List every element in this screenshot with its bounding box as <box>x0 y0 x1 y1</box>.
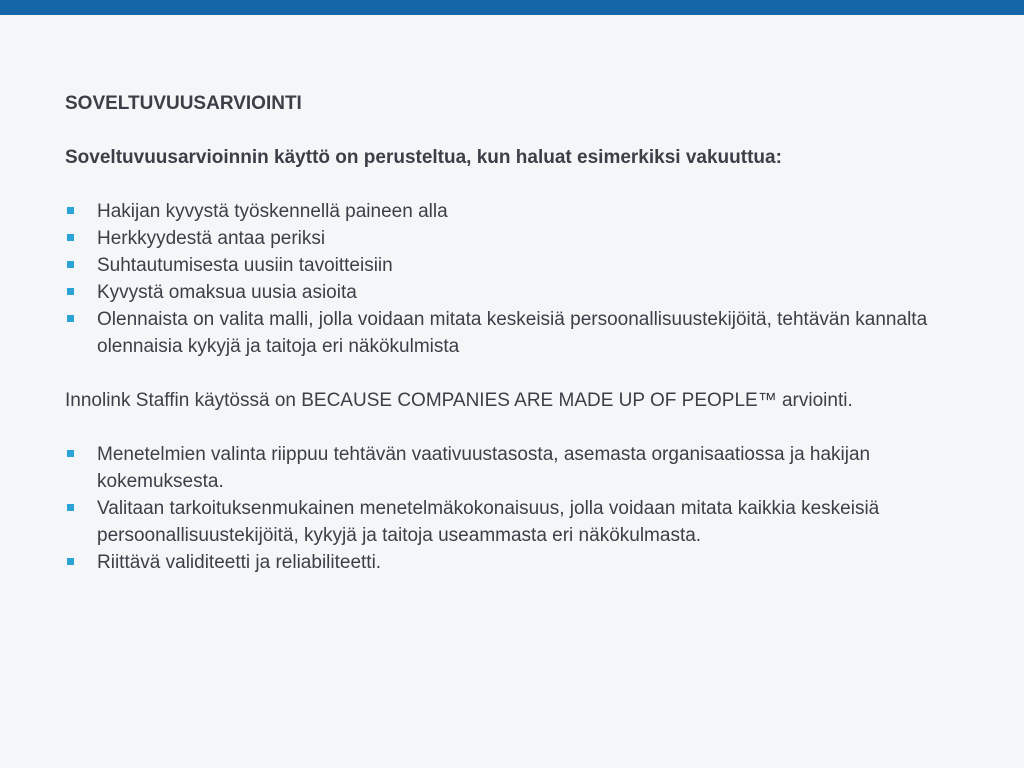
slide-content <box>65 90 985 576</box>
list-item <box>65 198 985 225</box>
square-bullet-icon <box>67 261 74 268</box>
slide-heading: SOVELTUVUUSARVIOINTI <box>65 93 302 114</box>
list-item-text: Riittävä validiteetti ja reliabiliteetti. <box>97 552 382 573</box>
list-item <box>65 252 985 279</box>
innolink-paragraph: Innolink Staffin käytössä on BECAUSE COMPANIES ARE MADE UP OF PEOPLE™ arviointi. <box>65 390 853 411</box>
bullet-list-2 <box>65 441 985 576</box>
square-bullet-icon <box>67 450 74 457</box>
list-item-text: Olennaista on valita malli, jolla voidaan mitata keskeisiä persoonallisuustekijöitä, tehtävän kannalta olennaisia kykyjä ja taitoja eri näkökulmista <box>97 309 928 357</box>
list-item-text: Hakijan kyvystä työskennellä paineen alla <box>97 201 448 222</box>
list-item-text: Menetelmien valinta riippuu tehtävän vaativuustasosta, asemasta organisaatiossa ja hakijan kokemuksesta. <box>97 444 871 492</box>
list-item <box>65 495 985 549</box>
slide-subheading: Soveltuvuusarvioinnin käyttö on perusteltua, kun haluat esimerkiksi vakuuttua: <box>65 147 782 168</box>
list-item-text: Kyvystä omaksua uusia asioita <box>97 282 357 303</box>
square-bullet-icon <box>67 315 74 322</box>
list-item <box>65 441 985 495</box>
list-item-text: Suhtautumisesta uusiin tavoitteisiin <box>97 255 393 276</box>
list-item-text: Herkkyydestä antaa periksi <box>97 228 326 249</box>
list-item <box>65 549 985 576</box>
square-bullet-icon <box>67 558 74 565</box>
square-bullet-icon <box>67 207 74 214</box>
square-bullet-icon <box>67 504 74 511</box>
list-item-text: Valitaan tarkoituksenmukainen menetelmäkokonaisuus, jolla voidaan mitata kaikkia keskeisiä persoonallisuustekijöitä, kykyjä ja taitoja useammasta eri näkökulmasta. <box>97 498 880 546</box>
square-bullet-icon <box>67 234 74 241</box>
bullet-list-1 <box>65 198 985 360</box>
top-accent-bar <box>0 0 1024 15</box>
list-item <box>65 225 985 252</box>
list-item <box>65 279 985 306</box>
list-item <box>65 306 985 360</box>
square-bullet-icon <box>67 288 74 295</box>
